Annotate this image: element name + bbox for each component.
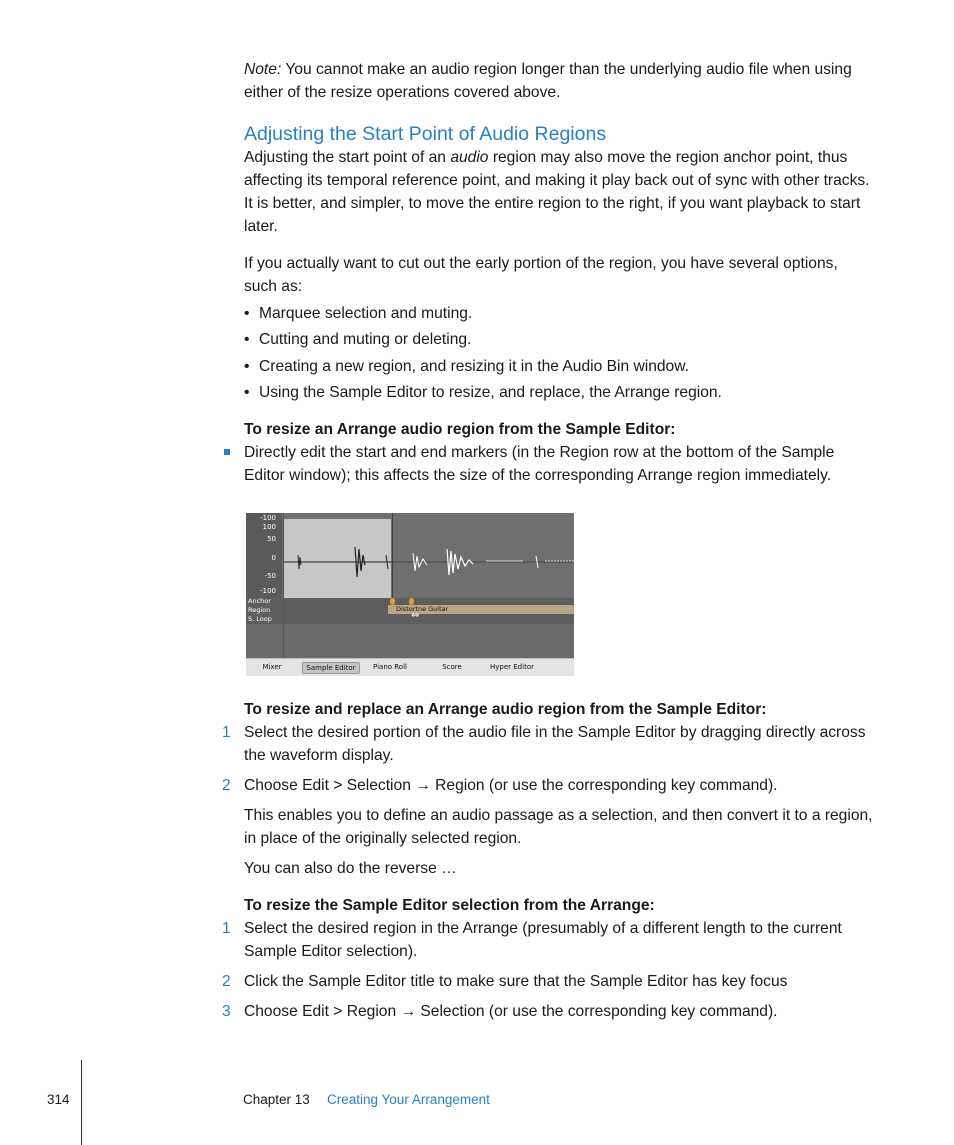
scale-label: -100 — [260, 514, 276, 522]
sample-editor-screenshot — [246, 513, 574, 676]
tab-sample-editor[interactable]: Sample Editor — [302, 662, 360, 674]
task3-step-3: Choose Edit > Region → Selection (or use the corresponding key command). — [244, 1003, 778, 1020]
amplitude-scale — [246, 513, 282, 605]
footer-chapter-title[interactable]: Creating Your Arrangement — [327, 1092, 490, 1107]
list-item-text: Using the Sample Editor to resize, and replace, the Arrange region. — [259, 384, 722, 401]
footer-chapter: Chapter 13 — [243, 1092, 310, 1107]
task1-step: Directly edit the start and end markers (in the Region row at the bottom of the Sample Editor window); this affects the size of the corresponding Arrange region immediately. — [244, 444, 835, 484]
step-number: 2 — [222, 973, 231, 990]
note-paragraph — [244, 58, 874, 104]
intro-text-1: Adjusting the start point of an — [244, 149, 451, 166]
task2-reverse-note: You can also do the reverse … — [244, 860, 457, 877]
scale-label: -50 — [264, 572, 276, 580]
scale-label: -100 — [260, 587, 276, 595]
options-intro: If you actually want to cut out the early portion of the region, you have several options, such as: — [244, 255, 838, 295]
list-item-text: Marquee selection and muting. — [259, 305, 473, 322]
scale-label: 0 — [271, 554, 276, 562]
loop-lane-label: S. Loop — [248, 615, 272, 623]
region-name: Distortne Guitar — [396, 605, 449, 613]
task2-heading: To resize and replace an Arrange audio region from the Sample Editor: — [244, 701, 767, 718]
step-number: 2 — [222, 777, 231, 794]
editor-tab-bar — [246, 658, 574, 676]
tab-hyper-editor[interactable]: Hyper Editor — [490, 663, 534, 671]
step-number: 1 — [222, 920, 231, 937]
tab-mixer[interactable]: Mixer — [262, 663, 282, 671]
intro-italic: audio — [450, 149, 489, 166]
task2-step-1: Select the desired portion of the audio file in the Sample Editor by dragging directly across the waveform display. — [244, 724, 866, 764]
section-title: Adjusting the Start Point of Audio Regions — [244, 123, 607, 145]
intro-text-2: region may also move the region anchor point, thus affecting its temporal reference point, and making it play back out of sync with other tracks. It is better, and simpler, to move the entire region to the right, if you want playback to start later. — [244, 149, 870, 235]
page-number: 314 — [47, 1092, 70, 1107]
tab-score[interactable]: Score — [442, 663, 462, 671]
cursor-icon: ⇔ — [411, 610, 420, 621]
note-text: You cannot make an audio region longer than the underlying audio file when using either of the resize operations covered above. — [244, 61, 852, 101]
bullet-icon: • — [244, 358, 250, 375]
anchor-lane-label: Anchor — [248, 597, 271, 605]
task2-step-2: Choose Edit > Selection → Region (or use the corresponding key command). — [244, 777, 778, 794]
anchor-marker-icon[interactable] — [409, 598, 414, 605]
empty-area — [246, 624, 574, 657]
task3-step-2: Click the Sample Editor title to make sure that the Sample Editor has key focus — [244, 973, 788, 990]
task1-heading: To resize an Arrange audio region from the Sample Editor: — [244, 421, 676, 438]
scale-label: 100 — [262, 523, 276, 531]
bullet-icon: • — [244, 305, 250, 322]
list-item-text: Creating a new region, and resizing it in the Audio Bin window. — [259, 358, 689, 375]
task2-explanation: This enables you to define an audio passage as a selection, and then convert it to a region, in place of the originally selected region. — [244, 807, 873, 847]
task3-heading: To resize the Sample Editor selection from the Arrange: — [244, 897, 655, 914]
start-marker-icon[interactable] — [390, 598, 395, 605]
scale-divider — [283, 513, 284, 658]
intro-paragraph — [244, 146, 874, 238]
note-label: Note: — [244, 61, 282, 78]
step-number: 3 — [222, 1003, 231, 1020]
footer-divider — [81, 1060, 82, 1145]
waveform — [283, 519, 574, 601]
bullet-icon: • — [244, 331, 250, 348]
list-item-text: Cutting and muting or deleting. — [259, 331, 472, 348]
region-lane-label: Region — [248, 606, 271, 614]
task3-step-1: Select the desired region in the Arrange (presumably of a different length to the current Sample Editor selection). — [244, 920, 842, 960]
tab-piano-roll[interactable]: Piano Roll — [373, 663, 407, 671]
square-bullet-icon — [224, 449, 230, 455]
scale-label: 50 — [267, 535, 276, 543]
step-number: 1 — [222, 724, 231, 741]
bullet-icon: • — [244, 384, 250, 401]
